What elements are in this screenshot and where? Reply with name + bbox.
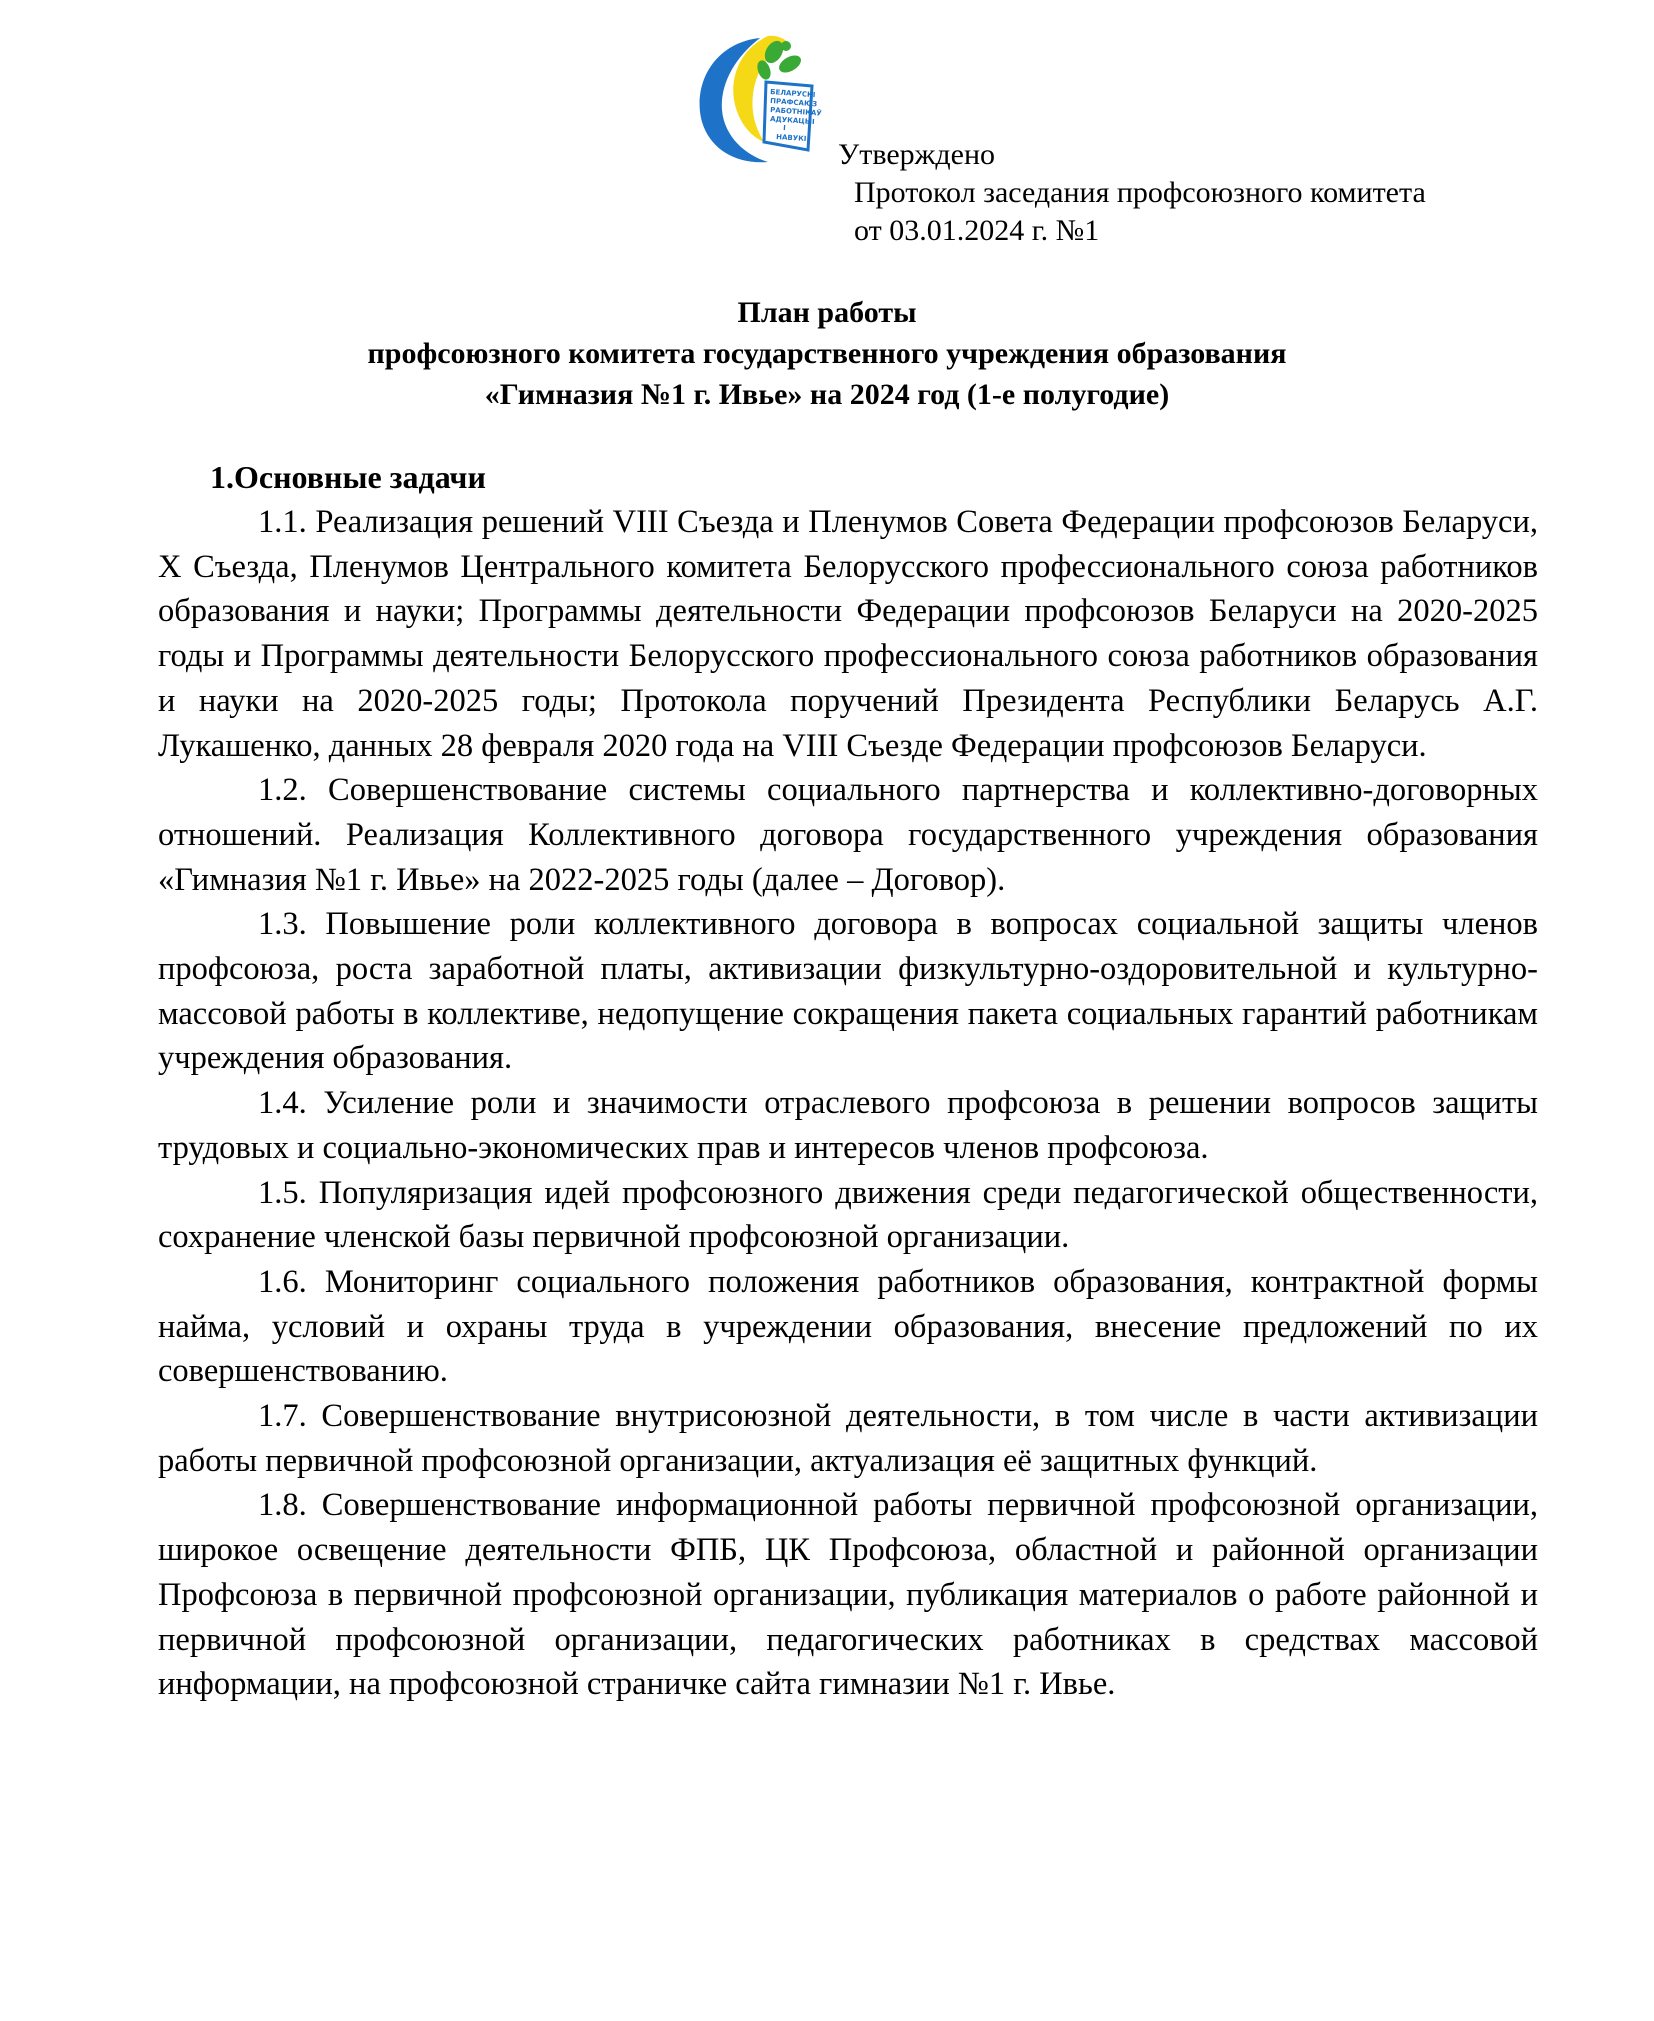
svg-text:БЕЛАРУСКІ: БЕЛАРУСКІ [769,88,816,100]
title-line-3: «Гимназия №1 г. Ивье» на 2024 год (1-е полугодие) [484,378,1170,411]
approval-protocol: Протокол заседания профсоюзного комитета [854,176,1426,209]
trade-union-logo [690,30,840,170]
trade-union-logo-icon [690,30,840,170]
task-item-1-2: 1.2. Совершенствование системы социального партнерства и коллективно-договорных отношений. Реализация Коллективного договора государственного учреждения образования «Гимназия №1 г. Ивье» на 2022-2025 годы (далее – Договор). [158,772,1538,898]
task-item-1-6: 1.6. Мониторинг социального положения работников образования, контрактной формы найма, условий и охраны труда в учреждении образования, внесение предложений по их совершенствованию. [158,1263,1538,1390]
approval-block [838,136,1426,250]
section-heading: 1.Основные задачи [210,459,486,495]
task-item-1-5: 1.5. Популяризация идей профсоюзного движения среди педагогической общественности, сохранение членской базы первичной профсоюзной организации. [158,1174,1538,1256]
approval-date: от 03.01.2024 г. №1 [854,214,1100,247]
task-item-1-4: 1.4. Усиление роли и значимости отраслевого профсоюза в решении вопросов защиты трудовых и социально-экономических прав и интересов членов профсоюза. [158,1085,1538,1166]
section-body [158,500,1538,1707]
task-item-1-8: 1.8. Совершенствование информационной работы первичной профсоюзной организации, широкое освещение деятельности ФПБ, ЦК Профсоюза, областной и районной организации Профсоюза в первичной профсоюзной организации, публикация материалов о работе районной и первичной профсоюзной организации, педагогических работниках в средствах массовой информации, на профсоюзной страничке сайта гимназии №1 г. Ивье. [158,1487,1538,1703]
task-item-1-7: 1.7. Совершенствование внутрисоюзной деятельности, в том числе в части активизации работы первичной профсоюзной организации, актуализация её защитных функций. [158,1398,1538,1479]
svg-text:ПРАФСАЮЗ: ПРАФСАЮЗ [769,97,818,109]
title-line-1: План работы [737,296,917,329]
approval-approved: Утверждено [838,138,996,171]
task-item-1-1: 1.1. Реализация решений VIII Съезда и Пленумов Совета Федерации профсоюзов Беларуси, X Съезда, Пленумов Центрального комитета Белорусского профессионального союза работников образования и науки; Программы деятельности Федерации профсоюзов Беларуси на 2020-2025 годы и Программы деятельности Белорусского профессионального союза работников образования и науки на 2020-2025 годы; Протокола поручений Президента Республики Беларусь А.Г. Лукашенко, данных 28 февраля 2020 года на VIII Съезде Федерации профсоюзов Беларуси. [158,504,1538,764]
task-item-1-3: 1.3. Повышение роли коллективного договора в вопросах социальной защиты членов профсоюза, роста заработной платы, активизации физкультурно-оздоровительной и культурно-массовой работы в коллективе, недопущение сокращения пакета социальных гарантий работникам учреждения образования. [158,906,1538,1077]
svg-text:І: І [782,124,787,133]
svg-text:НАВУКІ: НАВУКІ [775,133,807,144]
svg-text:РАБОТНІКАЎ: РАБОТНІКАЎ [769,106,822,118]
title-line-2: профсоюзного комитета государственного учреждения образования [367,337,1287,370]
svg-text:АДУКАЦЫІ: АДУКАЦЫІ [769,115,815,127]
document-title [0,292,1654,415]
